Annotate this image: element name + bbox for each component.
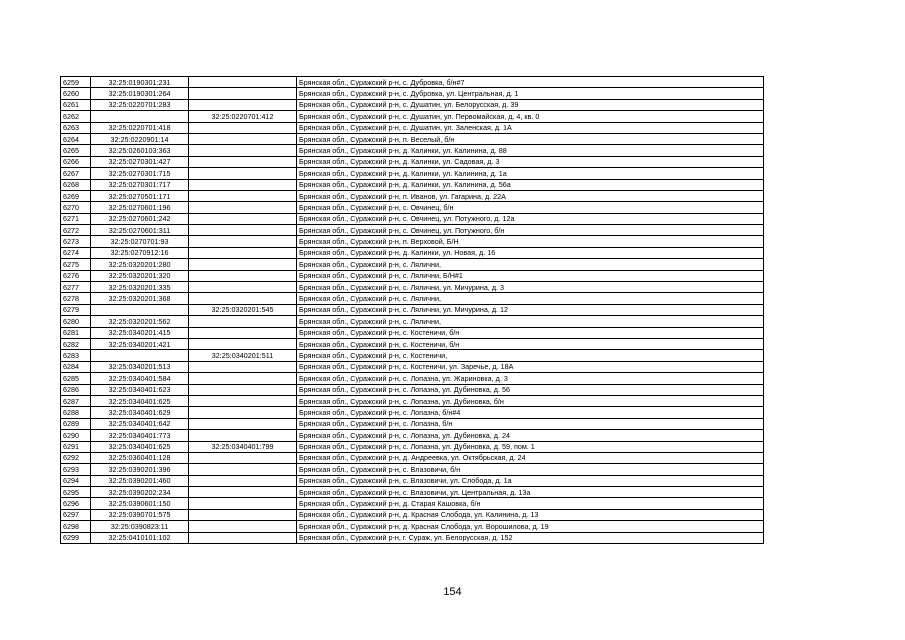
address-cell: Брянская обл., Суражский р-н, с. Лопазна, б/н xyxy=(297,418,764,429)
address-cell: Брянская обл., Суражский р-н, п. Иванов, ул. Гагарина, д. 22А xyxy=(297,190,764,201)
row-number-cell: 6272 xyxy=(61,225,91,236)
address-cell: Брянская обл., Суражский р-н, с. Лялични, xyxy=(297,316,764,327)
address-cell: Брянская обл., Суражский р-н, с. Лялични, ул. Мичурина, д. 12 xyxy=(297,304,764,315)
row-number-cell: 6285 xyxy=(61,373,91,384)
row-number-cell: 6295 xyxy=(61,487,91,498)
cadastral-number-cell: 32:25:0270301:715 xyxy=(91,168,189,179)
row-number-cell: 6268 xyxy=(61,179,91,190)
address-cell: Брянская обл., Суражский р-н, д. Калинки, ул. Калинина, д. 56а xyxy=(297,179,764,190)
row-number-cell: 6261 xyxy=(61,99,91,110)
page-number: 154 xyxy=(443,586,462,598)
address-cell: Брянская обл., Суражский р-н, д. Калинки, ул. Новая, д. 16 xyxy=(297,247,764,258)
row-number-cell: 6276 xyxy=(61,270,91,281)
cadastral-number-cell: 32:25:0360401:128 xyxy=(91,452,189,463)
row-number-cell: 6269 xyxy=(61,190,91,201)
table-row xyxy=(61,145,764,156)
address-cell: Брянская обл., Суражский р-н, с. Лялични, xyxy=(297,259,764,270)
table-row xyxy=(61,327,764,338)
cadastral-number-cell: 32:25:0340201:513 xyxy=(91,361,189,372)
table-row xyxy=(61,475,764,486)
table-row xyxy=(61,259,764,270)
table-row xyxy=(61,225,764,236)
cadastral-number-cell: 32:25:0320201:280 xyxy=(91,259,189,270)
table-row xyxy=(61,498,764,509)
address-cell: Брянская обл., Суражский р-н, с. Влазовичи, ул. Центральная, д. 13а xyxy=(297,487,764,498)
table-row xyxy=(61,213,764,224)
table-row xyxy=(61,316,764,327)
related-cadastral-number-cell xyxy=(189,179,297,190)
table-row xyxy=(61,395,764,406)
row-number-cell: 6283 xyxy=(61,350,91,361)
related-cadastral-number-cell xyxy=(189,373,297,384)
table-row xyxy=(61,487,764,498)
related-cadastral-number-cell xyxy=(189,293,297,304)
related-cadastral-number-cell xyxy=(189,190,297,201)
row-number-cell: 6273 xyxy=(61,236,91,247)
related-cadastral-number-cell xyxy=(189,156,297,167)
row-number-cell: 6284 xyxy=(61,361,91,372)
row-number-cell: 6282 xyxy=(61,338,91,349)
cadastral-number-cell: 32:25:0390201:396 xyxy=(91,464,189,475)
table-row xyxy=(61,532,764,543)
cadastral-number-cell: 32:25:0220701:283 xyxy=(91,99,189,110)
table-row xyxy=(61,77,764,88)
address-cell: Брянская обл., Суражский р-н, с. Душатин, ул. Белорусская, д. 39 xyxy=(297,99,764,110)
row-number-cell: 6297 xyxy=(61,509,91,520)
cadastral-number-cell: 32:25:0320201:320 xyxy=(91,270,189,281)
cadastral-number-cell xyxy=(91,304,189,315)
related-cadastral-number-cell xyxy=(189,282,297,293)
related-cadastral-number-cell xyxy=(189,418,297,429)
row-number-cell: 6271 xyxy=(61,213,91,224)
table-row xyxy=(61,430,764,441)
row-number-cell: 6265 xyxy=(61,145,91,156)
table-row xyxy=(61,179,764,190)
table-row xyxy=(61,521,764,532)
address-cell: Брянская обл., Суражский р-н, д. Красная Слобода, ул. Ворошилова, д. 19 xyxy=(297,521,764,532)
address-cell: Брянская обл., Суражский р-н, с. Душатин, ул. Заленская, д. 1А xyxy=(297,122,764,133)
address-cell: Брянская обл., Суражский р-н, с. Душатин, ул. Первомайская, д. 4, кв. 0 xyxy=(297,111,764,122)
cadastral-number-cell: 32:25:0390202:234 xyxy=(91,487,189,498)
table-row xyxy=(61,304,764,315)
cadastral-number-cell: 32:25:0220701:418 xyxy=(91,122,189,133)
table-row xyxy=(61,99,764,110)
address-cell: Брянская обл., Суражский р-н, п. Верховой, Б/Н xyxy=(297,236,764,247)
cadastral-number-cell: 32:25:0320201:368 xyxy=(91,293,189,304)
cadastral-number-cell: 32:25:0320201:335 xyxy=(91,282,189,293)
address-cell: Брянская обл., Суражский р-н, д. Старая Кашовка, б/н xyxy=(297,498,764,509)
address-cell: Брянская обл., Суражский р-н, д. Калинки, ул. Калинина, д. 1а xyxy=(297,168,764,179)
address-cell: Брянская обл., Суражский р-н, с. Лопазна, б/н#4 xyxy=(297,407,764,418)
address-cell: Брянская обл., Суражский р-н, с. Лопазна, ул. Жариновка, д. 3 xyxy=(297,373,764,384)
related-cadastral-number-cell: 32:25:0340401:799 xyxy=(189,441,297,452)
row-number-cell: 6266 xyxy=(61,156,91,167)
table-row xyxy=(61,373,764,384)
cadastral-number-cell: 32:25:0340401:625 xyxy=(91,395,189,406)
address-cell: Брянская обл., Суражский р-н, д. Красная Слобода, ул. Калинина, д. 13 xyxy=(297,509,764,520)
cadastral-number-cell: 32:25:0390701:575 xyxy=(91,509,189,520)
table-row xyxy=(61,441,764,452)
table-row xyxy=(61,111,764,122)
related-cadastral-number-cell xyxy=(189,521,297,532)
address-cell: Брянская обл., Суражский р-н, с. Лялични, xyxy=(297,293,764,304)
address-cell: Брянская обл., Суражский р-н, с. Лялични, ул. Мичурина, д. 3 xyxy=(297,282,764,293)
table-row xyxy=(61,190,764,201)
cadastral-number-cell: 32:25:0320201:562 xyxy=(91,316,189,327)
cadastral-number-cell: 32:25:0340201:415 xyxy=(91,327,189,338)
related-cadastral-number-cell xyxy=(189,498,297,509)
address-cell: Брянская обл., Суражский р-н, с. Дубровка, ул. Центральная, д. 1 xyxy=(297,88,764,99)
row-number-cell: 6291 xyxy=(61,441,91,452)
related-cadastral-number-cell xyxy=(189,407,297,418)
row-number-cell: 6289 xyxy=(61,418,91,429)
related-cadastral-number-cell: 32:25:0340201:511 xyxy=(189,350,297,361)
table-row xyxy=(61,452,764,463)
related-cadastral-number-cell xyxy=(189,259,297,270)
address-cell: Брянская обл., Суражский р-н, с. Костеничи, ул. Заречье, д. 18А xyxy=(297,361,764,372)
related-cadastral-number-cell xyxy=(189,327,297,338)
row-number-cell: 6293 xyxy=(61,464,91,475)
address-cell: Брянская обл., Суражский р-н, с. Лопазна, ул. Дубиновка, б/н xyxy=(297,395,764,406)
table-row xyxy=(61,384,764,395)
row-number-cell: 6267 xyxy=(61,168,91,179)
cadastral-number-cell xyxy=(91,350,189,361)
cadastral-number-cell xyxy=(91,111,189,122)
related-cadastral-number-cell xyxy=(189,236,297,247)
related-cadastral-number-cell xyxy=(189,316,297,327)
table-row xyxy=(61,202,764,213)
row-number-cell: 6264 xyxy=(61,133,91,144)
row-number-cell: 6280 xyxy=(61,316,91,327)
table-row xyxy=(61,407,764,418)
related-cadastral-number-cell xyxy=(189,338,297,349)
related-cadastral-number-cell xyxy=(189,88,297,99)
table-row xyxy=(61,270,764,281)
related-cadastral-number-cell xyxy=(189,464,297,475)
row-number-cell: 6286 xyxy=(61,384,91,395)
row-number-cell: 6288 xyxy=(61,407,91,418)
cadastral-number-cell: 32:25:0340401:623 xyxy=(91,384,189,395)
related-cadastral-number-cell xyxy=(189,133,297,144)
table-row xyxy=(61,133,764,144)
row-number-cell: 6259 xyxy=(61,77,91,88)
cadastral-number-cell: 32:25:0410101:102 xyxy=(91,532,189,543)
cadastral-number-cell: 32:25:0390601:150 xyxy=(91,498,189,509)
cadastral-number-cell: 32:25:0270701:93 xyxy=(91,236,189,247)
cadastral-number-cell: 32:25:0390823:11 xyxy=(91,521,189,532)
cadastral-number-cell: 32:25:0270601:242 xyxy=(91,213,189,224)
cadastral-number-cell: 32:25:0270301:427 xyxy=(91,156,189,167)
related-cadastral-number-cell xyxy=(189,168,297,179)
address-cell: Брянская обл., Суражский р-н, д. Андреевка, ул. Октябрьская, д. 24 xyxy=(297,452,764,463)
address-cell: Брянская обл., Суражский р-н, с. Овчинец, ул. Потужного, д. 12а xyxy=(297,213,764,224)
row-number-cell: 6292 xyxy=(61,452,91,463)
related-cadastral-number-cell xyxy=(189,395,297,406)
cadastral-number-cell: 32:25:0340201:421 xyxy=(91,338,189,349)
table-row xyxy=(61,418,764,429)
related-cadastral-number-cell xyxy=(189,270,297,281)
cadastral-number-cell: 32:25:0340401:584 xyxy=(91,373,189,384)
row-number-cell: 6278 xyxy=(61,293,91,304)
row-number-cell: 6277 xyxy=(61,282,91,293)
cadastral-number-cell: 32:25:0270301:717 xyxy=(91,179,189,190)
address-cell: Брянская обл., Суражский р-н, с. Костеничи, б/н xyxy=(297,338,764,349)
cadastral-number-cell: 32:25:0340401:625 xyxy=(91,441,189,452)
row-number-cell: 6263 xyxy=(61,122,91,133)
cadastral-number-cell: 32:25:0340401:642 xyxy=(91,418,189,429)
address-cell: Брянская обл., Суражский р-н, с. Влазовичи, ул. Слобода, д. 1а xyxy=(297,475,764,486)
row-number-cell: 6270 xyxy=(61,202,91,213)
related-cadastral-number-cell xyxy=(189,247,297,258)
related-cadastral-number-cell: 32:25:0220701:412 xyxy=(189,111,297,122)
related-cadastral-number-cell xyxy=(189,202,297,213)
table-row xyxy=(61,509,764,520)
cadastral-number-cell: 32:25:0270601:311 xyxy=(91,225,189,236)
table-row xyxy=(61,236,764,247)
related-cadastral-number-cell xyxy=(189,99,297,110)
address-cell: Брянская обл., Суражский р-н, с. Овчинец, б/н xyxy=(297,202,764,213)
row-number-cell: 6260 xyxy=(61,88,91,99)
related-cadastral-number-cell xyxy=(189,509,297,520)
address-cell: Брянская обл., Суражский р-н, с. Лялични, Б/Н#1 xyxy=(297,270,764,281)
cadastral-number-cell: 32:25:0190301:231 xyxy=(91,77,189,88)
row-number-cell: 6279 xyxy=(61,304,91,315)
row-number-cell: 6281 xyxy=(61,327,91,338)
row-number-cell: 6274 xyxy=(61,247,91,258)
cadastral-number-cell: 32:25:0340401:629 xyxy=(91,407,189,418)
related-cadastral-number-cell xyxy=(189,77,297,88)
cadastral-number-cell: 32:25:0390201:460 xyxy=(91,475,189,486)
table-row xyxy=(61,338,764,349)
row-number-cell: 6298 xyxy=(61,521,91,532)
related-cadastral-number-cell xyxy=(189,225,297,236)
row-number-cell: 6287 xyxy=(61,395,91,406)
related-cadastral-number-cell xyxy=(189,430,297,441)
cadastral-number-cell: 32:25:0220901:14 xyxy=(91,133,189,144)
row-number-cell: 6299 xyxy=(61,532,91,543)
address-cell: Брянская обл., Суражский р-н, с. Влазовичи, б/н xyxy=(297,464,764,475)
address-cell: Брянская обл., Суражский р-н, с. Лопазна, ул. Дубиновка, д. 56 xyxy=(297,384,764,395)
address-cell: Брянская обл., Суражский р-н, д. Калинки, ул. Садовая, д. 3 xyxy=(297,156,764,167)
related-cadastral-number-cell xyxy=(189,361,297,372)
cadastral-number-cell: 32:25:0340401:773 xyxy=(91,430,189,441)
table-row xyxy=(61,122,764,133)
table-row xyxy=(61,350,764,361)
related-cadastral-number-cell xyxy=(189,532,297,543)
table-row xyxy=(61,282,764,293)
table-row xyxy=(61,88,764,99)
related-cadastral-number-cell: 32:25:0320201:545 xyxy=(189,304,297,315)
table-row xyxy=(61,293,764,304)
cadastral-number-cell: 32:25:0270912:16 xyxy=(91,247,189,258)
address-cell: Брянская обл., Суражский р-н, д. Калинки, ул. Калинина, д. 88 xyxy=(297,145,764,156)
cadastral-number-cell: 32:25:0260103:363 xyxy=(91,145,189,156)
related-cadastral-number-cell xyxy=(189,452,297,463)
table-row xyxy=(61,156,764,167)
address-cell: Брянская обл., Суражский р-н, п. Веселый, б/н xyxy=(297,133,764,144)
table-row xyxy=(61,361,764,372)
row-number-cell: 6296 xyxy=(61,498,91,509)
row-number-cell: 6262 xyxy=(61,111,91,122)
row-number-cell: 6290 xyxy=(61,430,91,441)
address-cell: Брянская обл., Суражский р-н, с. Костеничи, xyxy=(297,350,764,361)
table-row xyxy=(61,247,764,258)
address-cell: Брянская обл., Суражский р-н, с. Костеничи, б/н xyxy=(297,327,764,338)
property-registry-table xyxy=(60,76,764,544)
address-cell: Брянская обл., Суражский р-н, г. Сураж, ул. Белорусская, д. 152 xyxy=(297,532,764,543)
row-number-cell: 6275 xyxy=(61,259,91,270)
address-cell: Брянская обл., Суражский р-н, с. Овчинец, ул. Потужного, б/н xyxy=(297,225,764,236)
cadastral-number-cell: 32:25:0270501:171 xyxy=(91,190,189,201)
related-cadastral-number-cell xyxy=(189,487,297,498)
related-cadastral-number-cell xyxy=(189,475,297,486)
address-cell: Брянская обл., Суражский р-н, с. Лопазна, ул. Дубиновка, д. 24 xyxy=(297,430,764,441)
table-row xyxy=(61,168,764,179)
table-row xyxy=(61,464,764,475)
cadastral-number-cell: 32:25:0270601:196 xyxy=(91,202,189,213)
address-cell: Брянская обл., Суражский р-н, с. Лопазна, ул. Дубиновка, д. 59, пом. 1 xyxy=(297,441,764,452)
row-number-cell: 6294 xyxy=(61,475,91,486)
related-cadastral-number-cell xyxy=(189,384,297,395)
registry-table-body xyxy=(61,77,764,544)
related-cadastral-number-cell xyxy=(189,145,297,156)
related-cadastral-number-cell xyxy=(189,213,297,224)
cadastral-number-cell: 32:25:0190301:264 xyxy=(91,88,189,99)
related-cadastral-number-cell xyxy=(189,122,297,133)
address-cell: Брянская обл., Суражский р-н, с. Дубровка, б/н#7 xyxy=(297,77,764,88)
